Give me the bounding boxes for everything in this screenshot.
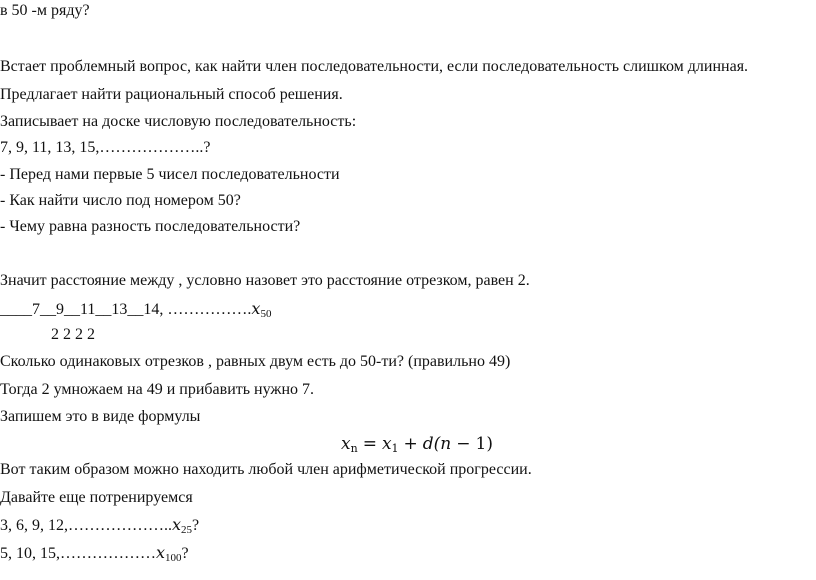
text-line-sequence-numbers: 7, 9, 11, 13, 15,………………..? [0, 139, 211, 156]
text-line-any-term: Вот таким образом можно находить любой член арифметической прогрессии. [0, 461, 532, 478]
x25-subscript: 25 [181, 524, 193, 536]
text-line-segment-diagram [0, 300, 271, 323]
formula-d-n: d(n [422, 434, 452, 454]
exercise-1-text: 3, 6, 9, 12,……………….. [0, 517, 172, 534]
x50-subscript: 50 [260, 308, 272, 320]
formula-plus: + [403, 434, 418, 454]
formula-equals: = [362, 434, 377, 454]
text-line-distance-segment: Значит расстояние между , условно назовет это расстояние отрезком, равен 2. [0, 272, 530, 289]
exercise-2-text: 5, 10, 15,……………… [0, 545, 156, 562]
formula-1-subscript: 1 [391, 442, 399, 455]
text-line-how-many-segments: Сколько одинаковых отрезков , равных двум есть до 50-ти? (правильно 49) [0, 353, 511, 370]
x25-variable: x [172, 515, 182, 534]
exercise-2-question-mark: ? [181, 545, 189, 562]
formula-one: 1) [475, 434, 493, 454]
exercise-1-question-mark: ? [192, 517, 200, 534]
x100-subscript: 100 [165, 552, 182, 564]
text-line-problem-question: Встает проблемный вопрос, как найти член последовательности, если последовательность слишком длинная. [0, 58, 749, 75]
text-line-exercise-2 [0, 544, 189, 567]
formula-n-subscript: n [350, 442, 358, 455]
x50-variable: x [251, 299, 261, 318]
formula-xn: x [341, 434, 351, 454]
text-line-write-formula: Запишем это в виде формулы [0, 408, 201, 425]
text-line-find-50th: - Как найти число под номером 50? [0, 192, 241, 209]
text-line-question-50th-row: в 50 -м ряду? [0, 2, 90, 19]
text-line-board-sequence: Записывает на доске числовую последовательность: [0, 113, 357, 130]
text-line-practice: Давайте еще потренируемся [0, 489, 193, 506]
formula-x1: x [381, 434, 392, 454]
text-line-rational-method: Предлагает найти рациональный способ решения. [0, 86, 343, 103]
segment-diagram-text: ____7__9__11__13__14, ……………. [0, 301, 252, 318]
text-line-segment-lengths: 2 2 2 2 [51, 326, 95, 343]
text-line-exercise-1 [0, 516, 199, 539]
text-line-difference: - Чему равна разность последовательности? [0, 218, 301, 235]
text-line-multiply: Тогда 2 умножаем на 49 и прибавить нужно 7. [0, 381, 315, 398]
x100-variable: x [156, 543, 166, 562]
text-line-first-five: - Перед нами первые 5 чисел последовательности [0, 166, 340, 183]
formula-minus: − [456, 434, 471, 454]
arithmetic-progression-formula [341, 434, 493, 455]
